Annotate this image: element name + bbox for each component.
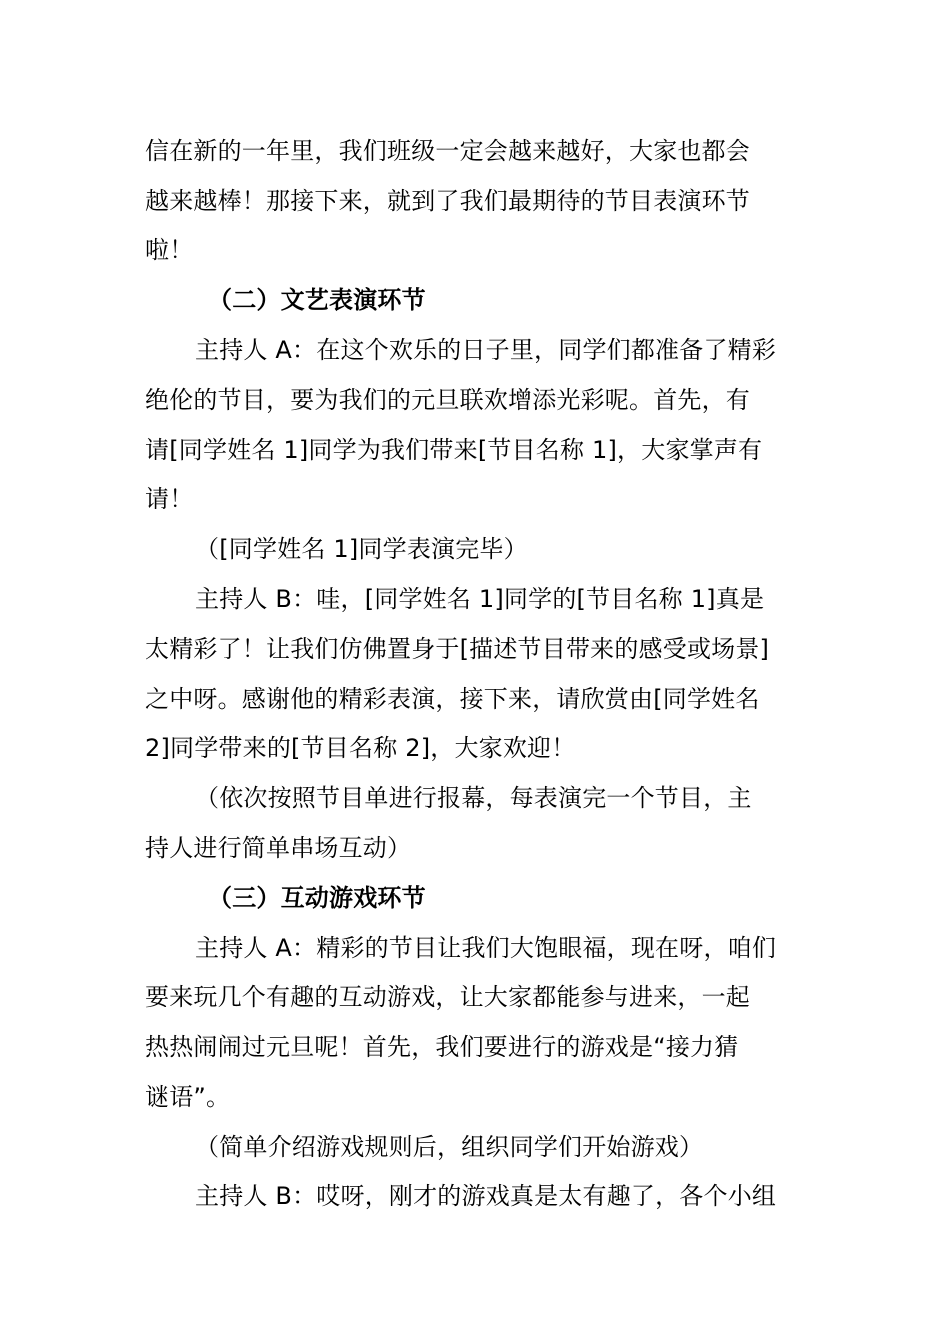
text-line: 要来玩几个有趣的互动游戏，让大家都能参与进来，一起 xyxy=(145,983,750,1011)
text-line: 主持人 A：精彩的节目让我们大饱眼福，现在呀，咱们 xyxy=(195,934,777,962)
text-line: 2]同学带来的[节目名称 2]，大家欢迎！ xyxy=(145,734,576,762)
text-line: （简单介绍游戏规则后，组织同学们开始游戏） xyxy=(195,1133,704,1161)
text-line: 啦！ xyxy=(145,236,194,264)
text-line: 谜语”。 xyxy=(145,1083,231,1111)
text-line: 主持人 A：在这个欢乐的日子里，同学们都准备了精彩 xyxy=(195,336,777,364)
text-line: 持人进行简单串场互动） xyxy=(145,834,412,862)
text-line: 越来越棒！那接下来，就到了我们最期待的节目表演环节 xyxy=(145,187,750,215)
text-line: 绝伦的节目，要为我们的元旦联欢增添光彩呢。首先，有 xyxy=(145,386,750,414)
section-heading: （三）互动游戏环节 xyxy=(208,884,426,912)
section-heading: （二）文艺表演环节 xyxy=(208,286,426,314)
text-line: 热热闹闹过元旦呢！首先，我们要进行的游戏是“接力猜 xyxy=(145,1033,739,1061)
text-line: 主持人 B：哇，[同学姓名 1]同学的[节目名称 1]真是 xyxy=(195,585,765,613)
text-line: （[同学姓名 1]同学表演完毕） xyxy=(195,535,528,563)
text-line: 请[同学姓名 1]同学为我们带来[节目名称 1]，大家掌声有 xyxy=(145,436,763,464)
text-line: 请！ xyxy=(145,485,194,513)
text-line: （依次按照节目单进行报幕，每表演完一个节目，主 xyxy=(195,784,752,812)
text-line: 太精彩了！让我们仿佛置身于[描述节目带来的感受或场景] xyxy=(145,635,770,663)
text-line: 信在新的一年里，我们班级一定会越来越好，大家也都会 xyxy=(145,137,750,165)
text-line: 主持人 B：哎呀，刚才的游戏真是太有趣了，各个小组 xyxy=(195,1182,777,1210)
text-line: 之中呀。感谢他的精彩表演，接下来，请欣赏由[同学姓名 xyxy=(145,685,760,713)
